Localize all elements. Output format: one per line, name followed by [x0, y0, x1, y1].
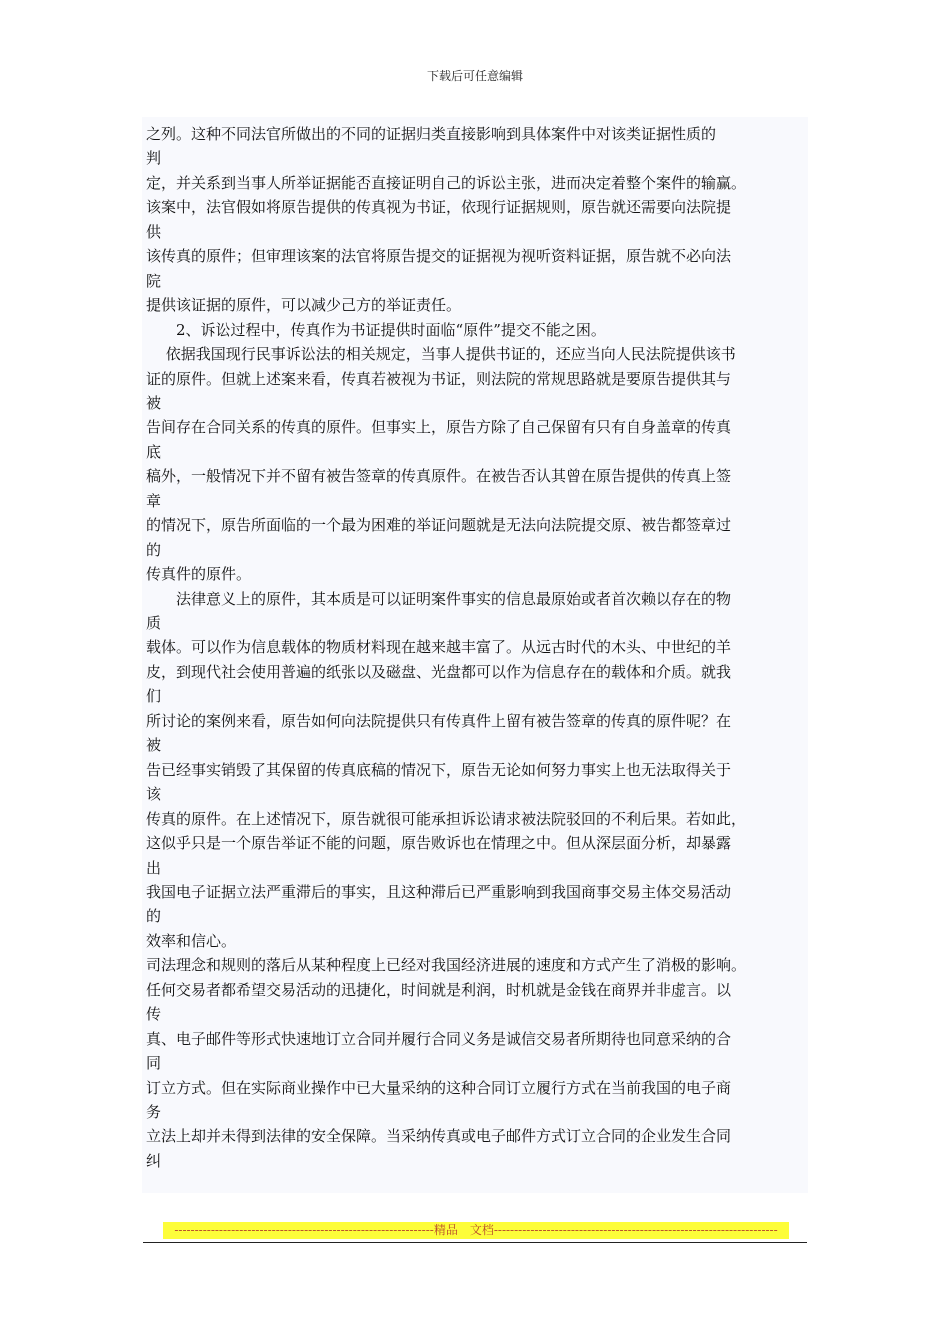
text-line: 出 [146, 858, 162, 877]
text-line: 传真件的原件。 [146, 565, 252, 584]
text-line: 司法理念和规则的落后从某种程度上已经对我国经济进展的速度和方式产生了消极的影响。 [146, 956, 747, 975]
text-line: 判 [146, 149, 162, 168]
text-line: 被 [146, 393, 162, 412]
text-line: 皮，到现代社会使用普遍的纸张以及磁盘、光盘都可以作为信息存在的载体和介质。就我 [146, 662, 732, 681]
text-line: 依据我国现行民事诉讼法的相关规定，当事人提供书证的，还应当向人民法院提供该书 [146, 345, 736, 364]
text-line: 供 [146, 222, 162, 241]
text-line: 的 [146, 907, 162, 926]
text-line: 务 [146, 1103, 162, 1121]
text-line: 立法上却并未得到法律的安全保障。当采纳传真或电子邮件方式订立合同的企业发生合同 [146, 1127, 732, 1146]
footer-divider [143, 1242, 807, 1243]
text-line: 所讨论的案例来看，原告如何向法院提供只有传真件上留有被告签章的传真的原件呢？在 [146, 711, 732, 730]
text-line: 底 [146, 442, 162, 461]
text-line: 传 [146, 1005, 162, 1024]
text-line: 质 [146, 614, 162, 632]
text-line: 之列。这种不同法官所做出的不同的证据归类直接影响到具体案件中对该类证据性质的 [146, 125, 717, 143]
text-line: 法律意义上的原件，其本质是可以证明案件事实的信息最原始或者首次赖以存在的物 [146, 589, 732, 608]
text-line: 章 [146, 491, 162, 510]
text-line: 提供该证据的原件，可以减少己方的举证责任。 [146, 296, 462, 315]
text-line: 定，并关系到当事人所举证据能否直接证明自己的诉讼主张，进而决定着整个案件的输赢。 [146, 173, 747, 192]
text-line: 真、电子邮件等形式快速地订立合同并履行合同义务是诚信交易者所期待也同意采纳的合 [146, 1029, 732, 1048]
document-body [142, 117, 808, 1193]
page-header: 下载后可任意编辑 [426, 69, 523, 83]
footer-banner: ----------------------------------------------------------------精品 文档---------------------------------------------------------------------- [163, 1222, 789, 1239]
text-line: 证的原件。但就上述案来看，传真若被视为书证，则法院的常规思路就是要原告提供其与 [146, 369, 732, 388]
text-line: 任何交易者都希望交易活动的迅捷化，时间就是利润，时机就是金钱在商界并非虚言。以 [146, 980, 732, 999]
text-line: 效率和信心。 [146, 931, 237, 950]
text-line: 被 [146, 736, 162, 755]
text-line: 院 [146, 271, 162, 290]
text-line: 告间存在合同关系的传真的原件。但事实上，原告方除了自己保留有只有自身盖章的传真 [146, 418, 732, 437]
text-line: 2、诉讼过程中，传真作为书证提供时面临“原件”提交不能之困。 [146, 320, 606, 339]
text-line: 该 [146, 785, 162, 804]
text-line: 载体。可以作为信息载体的物质材料现在越来越丰富了。从远古时代的木头、中世纪的羊 [146, 638, 732, 657]
text-line: 们 [146, 687, 162, 706]
text-line: 的情况下，原告所面临的一个最为困难的举证问题就是无法向法院提交原、被告都签章过 [146, 516, 732, 535]
text-line: 该传真的原件；但审理该案的法官将原告提交的证据视为视听资料证据，原告就不必向法 [146, 247, 732, 266]
text-line: 该案中，法官假如将原告提供的传真视为书证，依现行证据规则，原告就还需要向法院提 [146, 198, 732, 217]
text-line: 同 [146, 1054, 162, 1073]
text-line: 订立方式。但在实际商业操作中已大量采纳的这种合同订立履行方式在当前我国的电子商 [146, 1078, 732, 1097]
text-line: 这似乎只是一个原告举证不能的问题，原告败诉也在情理之中。但从深层面分析，却暴露 [146, 834, 732, 853]
text-line: 的 [146, 540, 162, 559]
text-line: 稿外，一般情况下并不留有被告签章的传真原件。在被告否认其曾在原告提供的传真上签 [146, 467, 732, 486]
text-line: 传真的原件。在上述情况下，原告就很可能承担诉讼请求被法院驳回的不利后果。若如此， [146, 809, 747, 828]
text-line: 我国电子证据立法严重滞后的事实，且这种滞后已严重影响到我国商事交易主体交易活动 [146, 882, 732, 901]
text-line: 纠 [146, 1151, 162, 1170]
text-line: 告已经事实销毁了其保留的传真底稿的情况下，原告无论如何努力事实上也无法取得关于 [146, 760, 732, 779]
